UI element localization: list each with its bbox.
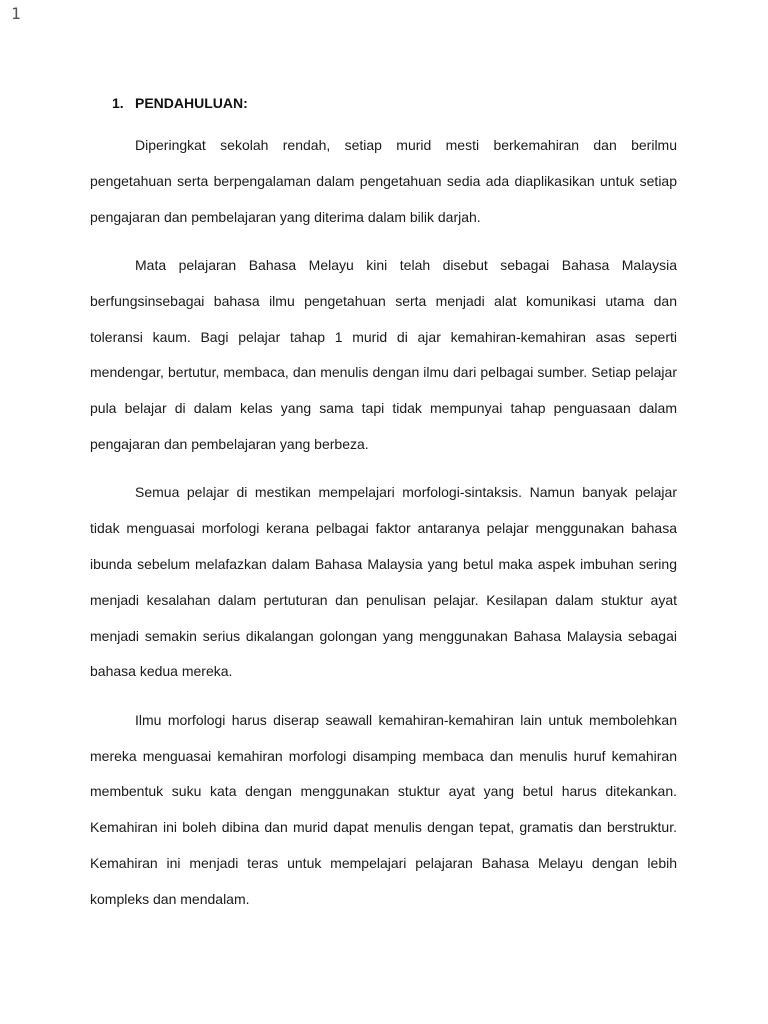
- section-number: 1.: [112, 95, 124, 111]
- paragraph: Semua pelajar di mestikan mempelajari morfologi-sintaksis. Namun banyak pelajar tidak menguasai morfologi kerana pelbagai faktor antaranya pelajar menggunakan bahasa ibunda sebelum melafazkan dalam Bahasa Malaysia yang betul maka aspek imbuhan sering menjadi kesalahan dalam pertuturan dan penulisan pelajar. Kesilapan dalam stuktur ayat menjadi semakin serius dikalangan golongan yang menggunakan Bahasa Malaysia sebagai bahasa kedua mereka.: [90, 484, 677, 680]
- page-number: 1: [11, 4, 21, 23]
- paragraph: Diperingkat sekolah rendah, setiap murid mesti berkemahiran dan berilmu pengetahuan serta berpengalaman dalam pengetahuan sedia ada diaplikasikan untuk setiap pengajaran dan pembelajaran yang diterima dalam bilik darjah.: [90, 137, 677, 225]
- paragraph: Mata pelajaran Bahasa Melayu kini telah disebut sebagai Bahasa Malaysia berfungsinsebagai bahasa ilmu pengetahuan serta menjadi alat komunikasi utama dan toleransi kaum. Bagi pelajar tahap 1 murid di ajar kemahiran-kemahiran asas seperti mendengar, bertutur, membaca, dan menulis dengan ilmu dari pelbagai sumber. Setiap pelajar pula belajar di dalam kelas yang sama tapi tidak mempunyai tahap penguasaan dalam pengajaran dan pembelajaran yang berbeza.: [90, 256, 677, 452]
- document-body: [90, 92, 677, 918]
- section-heading: [112, 92, 677, 114]
- section-title: PENDAHULUAN:: [135, 95, 248, 111]
- paragraph: Ilmu morfologi harus diserap seawall kemahiran-kemahiran lain untuk membolehkan mereka menguasai kemahiran morfologi disamping membaca dan menulis huruf kemahiran membentuk suku kata dengan menggunakan stuktur ayat yang betul harus ditekankan. Kemahiran ini boleh dibina dan murid dapat menulis dengan tepat, gramatis dan berstruktur. Kemahiran ini menjadi teras untuk mempelajari pelajaran Bahasa Melayu dengan lebih kompleks dan mendalam.: [90, 711, 677, 907]
